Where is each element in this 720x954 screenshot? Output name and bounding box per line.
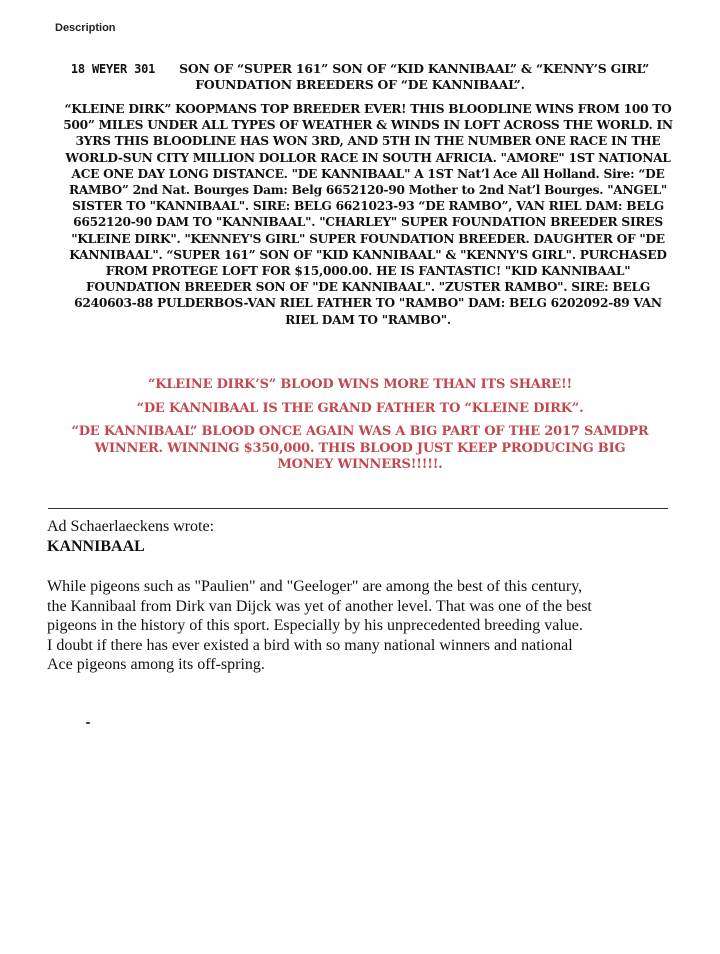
band-number: 18 WEYER 301 (70, 62, 156, 76)
quote-heading: KANNIBAAL (47, 538, 145, 555)
highlight-line: “DE KANNIBAAL IS THE GRAND FATHER TO “KLEINE DIRK”. (136, 400, 584, 416)
quote-line: pigeons in the history of this sport. Especially by his unprecedented breeding value. (47, 617, 583, 635)
highlight-line: “DE KANNIBAAL” BLOOD ONCE AGAIN WAS A BIG PART OF THE 2017 SAMDPR WINNER. WINNING $350,000. THIS BLOOD JUST KEEP PRODUCING BIG MONEY WINNERS!!!!!. (71, 424, 649, 472)
highlight-line: “KLEINE DIRK’S” BLOOD WINS MORE THAN ITS SHARE!! (147, 377, 572, 392)
highlight-block (70, 377, 650, 481)
quote-line: I doubt if there has ever existed a bird with so many national winners and national (47, 636, 573, 654)
scan-speck (86, 722, 90, 724)
pedigree-summary: SON OF “SUPER 161” SON OF “KID KANNIBAAL” & “KENNY’S GIRL” FOUNDATION BREEDERS OF “DE KANNIBAAL”. (179, 61, 650, 92)
pigeon-title (40, 61, 680, 93)
pedigree-body: “KLEINE DIRK” KOOPMANS TOP BREEDER EVER! THIS BLOODLINE WINS FROM 100 TO 500” MILES UNDER ALL TYPES OF WEATHER & WINDS IN LOFT ACROSS THE WORLD. IN 3YRS THIS BLOODLINE HAS WON 3RD, AND 5TH IN THE NUMBER ONE RACE IN THE WORLD-SUN CITY MILLION DOLLOR RACE IN SOUTH AFRICIA. "AMORE" 1ST NATIONAL ACE ONE DAY LONG DISTANCE. "DE KANNIBAAL" A 1ST Nat’l Ace All Holland. Sire: “DE RAMBO” 2nd Nat. Bourges Dam: Belg 6652120-90 Mother to 2nd Nat’l Bourges. "ANGEL" SISTER TO "KANNIBAAL". SIRE: BELG 6621023-93 “DE RAMBO”, VAN RIEL DAM: BELG 6652120-90 DAM TO "KANNIBAAL". "CHARLEY" SUPER FOUNDATION BREEDER SIRES "KLEINE DIRK". "KENNEY'S GIRL" SUPER FOUNDATION BREEDER. DAUGHTER OF "DE KANNIBAAL". “SUPER 161” SON OF "KID KANNIBAAL" & "KENNY'S GIRL". PURCHASED FROM PROTEGE LOFT FOR $15,000.00. HE IS FANTASTIC! "KID KANNIBAAL" FOUNDATION BREEDER SON OF "DE KANNIBAAL". "ZUSTER RAMBO". SIRE: BELG 6240603-88 PULDERBOS-VAN RIEL FATHER TO "RAMBO" DAM: BELG 6202092-89 VAN RIEL DAM TO "RAMBO". (63, 102, 673, 327)
divider (48, 508, 668, 509)
quote-body (47, 577, 677, 675)
quote-line: Ace pigeons among its off-spring. (47, 656, 265, 674)
quote-line: the Kannibaal from Dirk van Dijck was yet of another level. That was one of the best (47, 597, 592, 615)
quote-line: While pigeons such as "Paulien" and "Geeloger" are among the best of this century, (47, 578, 583, 595)
quote-author: Ad Schaerlaeckens wrote: (47, 518, 215, 535)
description-label: Description (55, 22, 116, 34)
